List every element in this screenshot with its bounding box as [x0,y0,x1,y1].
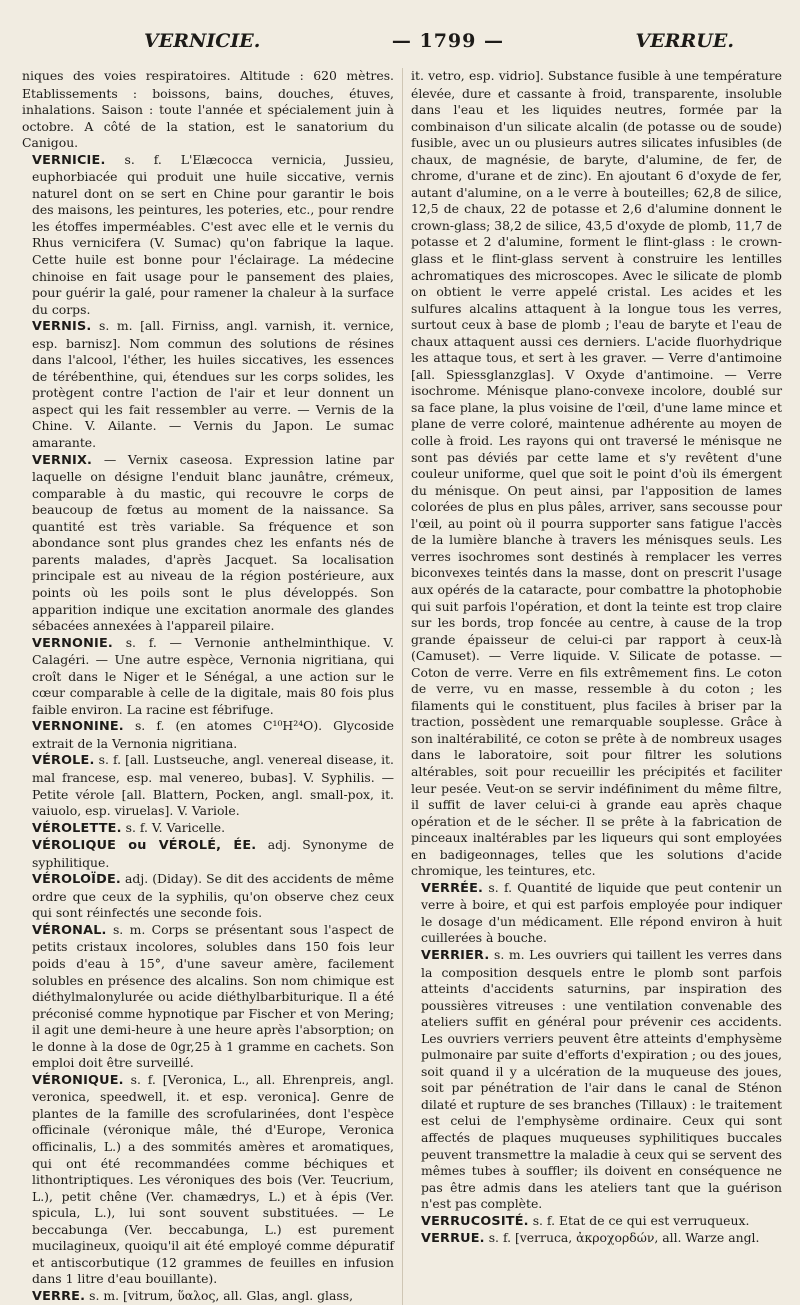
dictionary-entry [22,152,394,318]
page-number: — 1799 — [391,30,504,52]
entry-text: s. m. Corps se présentant sous l'aspect de petits cristaux incolores, solubles dans 150 fois leur poids d'eau à 15°, d'une saveur amère, facilement solubles en présence des alcalins. Son nom chimique est diéthylmalonylurée ou acide diéthylbarbiturique. Il a été préconisé comme hypnotique par Fischer et von Mering; il agit une demi-heure à une heure après l'absorption; on le donne à la dose de 0gr,25 à 1 gramme en cachets. Son emploi doit être surveillé. [32,921,394,1071]
entry-headword: VÉROLE. [32,753,95,769]
entry-headword: VÉROLETTE. [32,820,122,836]
entry-headword: VERRUCOSITÉ. [421,1213,529,1229]
dictionary-entry [22,318,394,451]
columns [22,68,782,1305]
dictionary-entry [22,68,394,152]
entry-headword: VERNIX. [32,452,93,468]
dictionary-entry [22,452,394,635]
entry-headword: VÉRONAL. [32,922,107,938]
dictionary-entry [22,922,394,1072]
entry-text: s. f. L'Elæcocca vernicia, Jussieu, euphorbiacée qui produit une huile siccative, vernis naturel dont on se sert en Chine pour garantir le bois des maisons, les peintures, les poteries, etc., pour rendre les étoffes imperméables. C'est avec elle et le vernis du Rhus vernicifera (V. Sumac) qu'on fabrique la laque. Cette huile est bonne pour l'éclairage. La médecine chinoise en fait usage pour le pansement des plaies, pour guérir la galé, pour ramener la chaleur à la surface du corps. [32,151,394,317]
entry-headword: VÉRONIQUE. [32,1072,124,1088]
dictionary-entry [411,1213,782,1231]
entry-text: s. f. [Veronica, L., all. Ehrenpreis, angl. veronica, speedwell, it. et esp. veronica]. Genre de plantes de la famille des scrofularinées, dont l'espèce officinale (véronique mâle, thé d'Europe, Veronica officinalis, L.) a des sommités amères et aromatiques, qui ont été recommandées comme béchiques et lithontriptiques. Les véroniques des bois (Ver. Teucrium, L.), petit chêne (Ver. chamædrys, L.) et à épis (Ver. spicula, L.), lui sont souvent substituées. — Le beccabunga (Ver. beccabunga, L.) est purement mucilagineux, quoiqu'il ait été employé comme dépuratif et antiscorbutique (12 grammes de feuilles en infusion dans 1 litre d'eau bouillante). [32,1071,394,1287]
entry-headword: VERNICIE. [32,152,106,168]
entry-headword: VERNIS. [32,319,92,335]
dictionary-entry [22,871,394,922]
entry-text: — Vernix caseosa. Expression latine par laquelle on désigne l'enduit blanc jaunâtre, crémeux, comparable à du mastic, qui recouvre le corps de beaucoup de fœtus au moment de la naissance. Sa quantité est très variable. Sa fréquence et son abondance sont plus grandes chez les enfants nés de parents malades, d'après Jacquet. Sa localisation principale est au niveau de la région postérieure, aux points où les poils sont le plus développés. Son apparition indique une excitation anormale des glandes sébacées annexées à l'appareil pilaire. [32,451,394,634]
entry-text: s. f. (en atomes C¹⁰H²⁴O). Glycoside extrait de la Vernonia nigritiana. [32,718,394,751]
dictionary-entry [22,718,394,752]
dictionary-entry [411,947,782,1213]
entry-headword: VERRÉE. [421,880,484,896]
dictionary-entry [22,1072,394,1288]
dictionary-entry [22,635,394,719]
entry-headword: VERNONINE. [32,719,124,735]
entry-text: s. f. [all. Lustseuche, angl. venereal disease, it. mal francese, esp. mal venereo, bubas]. V. Syphilis. — Petite vérole [all. Blattern, Pocken, angl. small-pox, it. vaiuolo, esp. viruelas]. V. Variole. [32,752,394,819]
dictionary-entry [22,752,394,819]
entry-text: niques des voies respiratoires. Altitude : 620 mètres. Etablissements : boissons, bains, douches, étuves, inhalations. Saison : toute l'année et spécialement juin à octobre. A côté de la station, est le sanatorium du Canigou. [22,68,394,151]
dictionary-entry [22,820,394,838]
dictionary-entry [22,1288,394,1305]
page-header [22,30,782,64]
dictionary-entry [22,837,394,871]
entry-text: s. m. [vitrum, ὕαλος, all. Glas, angl. glass, [89,1287,354,1303]
entry-text: it. vetro, esp. vidrio]. Substance fusible à une température élevée, dure et cassante à froid, transparente, insoluble dans l'eau et les liquides neutres, formée par la combinaison d'un silicate alcalin (de potasse ou de soude) fusible, avec un ou plusieurs autres silicates infusibles (de chaux, de magnésie, de baryte, d'alumine, de fer, de chrome, d'urane et de zinc). En ajoutant 6 d'oxyde de fer, autant d'alumine, on a le verre à bouteilles; 62,8 de silice, 12,5 de chaux, 22 de potasse et 2,6 d'alumine donnent le crown-glass; 38,2 de silice, 43,5 d'oxyde de plomb, 11,7 de potasse et 2 d'alumine, forment le flint-glass : le crown-glass et le flint-glass servent à construire les lentilles achromatiques des microscopes. Avec le silicate de plomb on obtient le verre appelé cristal. Les acides et les sulfures alcalins attaquent à la longue tous les verres, surtout ceux à base de plomb ; l'eau de baryte et l'eau de chaux attaquent aussi ces derniers. L'acide fluorhydrique les attaque tous, et sert à les graver. — Verre d'antimoine [all. Spiessglanzglas]. V Oxyde d'antimoine. — Verre isochrome. Ménisque plano-convexe incolore, doublé sur sa face plane, la plus voisine de l'œil, d'une lame mince et plane de verre coloré, maintenue adhérente au moyen de colle à froid. Les rayons qui ont traversé le ménisque ne sont pas déviés par cette lame et s'y revêtent d'une couleur uniforme, quel que soit le point d'où ils émergent du ménisque. On peut ainsi, par l'apposition de lames colorées de plus en plus pâles, arriver, sans secousse pour l'œil, au point où il pourra supporter sans fatigue l'accès de la lumière blanche à travers les ménisques seuls. Les verres isochromes sont destinés à remplacer les verres biconvexes teintés dans la masse, dont on prescrit l'usage aux opérés de la cataracte, pour combattre la photophobie qui suit parfois l'opération, et dont la teinte est trop claire sur les bords, trop foncée au centre, à cause de la trop grande épaisseur de celui-ci par rapport à ceux-là (Camuset). — Verre liquide. V. Silicate de potasse. — Coton de verre. Verre en fils extrêmement fins. Le coton de verre, vu en masse, ressemble à du coton ; les filaments qui le constituent, plus faciles à briser par la traction, possèdent une remarquable souplesse. Grâce à son inaltérabilité, ce coton se prête à de nombreux usages dans le laboratoire, soit pour filtrer les solutions altérables, soit pour recueillir les précipités et faciliter leur pesée. Veut-on se servir indéfiniment du même filtre, il suffit de laver celui-ci à grande eau après chaque opération et de le sécher. Il se prête à la fabrication de pinceaux inaltérables par les liqueurs qui sont employées en badigeonnages, telles que les solutions d'acide chromique, les teintures, etc. [411,68,782,879]
entry-headword: VERRE. [32,1288,86,1304]
header-right-word: VERRUE. [635,30,734,52]
entry-text: adj. Synonyme de syphilitique. [32,837,394,870]
entry-text: s. f. Quantité de liquide que peut contenir un verre à boire, et qui est parfois employée pour indiquer le dosage d'un médicament. Elle répond environ à huit cuillerées à bouche. [421,879,782,946]
header-left-word: VERNICIE. [144,30,261,52]
entry-text: s. f. Etat de ce qui est verruqueux. [532,1212,750,1228]
left-column [22,68,402,1305]
entry-headword: VÉROLIQUE ou VÉROLÉ, ÉE. [32,838,257,854]
right-column [402,68,782,1305]
dictionary-entry [411,68,782,880]
entry-headword: VÉROLOÏDE. [32,872,121,888]
entry-text: s. m. [all. Firniss, angl. varnish, it. vernice, esp. barnisz]. Nom commun des solutions de résines dans l'alcool, l'éther, les huiles siccatives, les essences de térébenthine, qui, étendues sur les corps solides, les protègent contre l'action de l'air et leur donnent un aspect qui les fait ressembler au verre. — Vernis de la Chine. V. Ailante. — Vernis du Japon. Le sumac amarante. [32,318,394,451]
dictionary-entry [411,880,782,947]
entry-headword: VERRIER. [421,947,490,963]
entry-text: s. m. Les ouvriers qui taillent les verres dans la composition desquels entre le plomb sont parfois atteints d'accidents saturnins, par inspiration des poussières vitreuses : une ventilation convenable des ateliers suffit en général pour prévenir ces accidents. Les ouvriers verriers peuvent être atteints d'emphysème pulmonaire par suite d'efforts d'expiration ; ou des joues, soit quand il y a ulcération de la muqueuse des joues, soit par pénétration de l'air dans le canal de Sténon dilaté et rupture de ses branches (Tillaux) : le traitement est celui de l'emphysème ordinaire. Ceux qui sont affectés de plaques muqueuses syphilitiques buccales peuvent transmettre la maladie à ceux qui se servent des mêmes tubes à souffler; ils doivent en conséquence ne pas être admis dans les ateliers tant que la guérison n'est pas complète. [421,946,782,1212]
entry-headword: VERRUE. [421,1231,485,1247]
entry-text: adj. (Diday). Se dit des accidents de même ordre que ceux de la syphilis, qu'on observe chez ceux qui sont réinfectés une seconde fois. [32,871,394,921]
entry-text: s. f. [verruca, ἀκροχορδών, all. Warze angl. [488,1230,760,1246]
entry-headword: VERNONIE. [32,635,113,651]
entry-text: s. f. V. Varicelle. [125,819,226,835]
entry-text: s. f. — Vernonie anthelminthique. V. Calagéri. — Une autre espèce, Vernonia nigritiana, qui croît dans le Niger et le Sénégal, a une action sur le cœur comparable à celle de la digitale, mais 80 fois plus faible environ. La racine est fébrifuge. [32,634,394,717]
dictionary-entry [411,1230,782,1248]
